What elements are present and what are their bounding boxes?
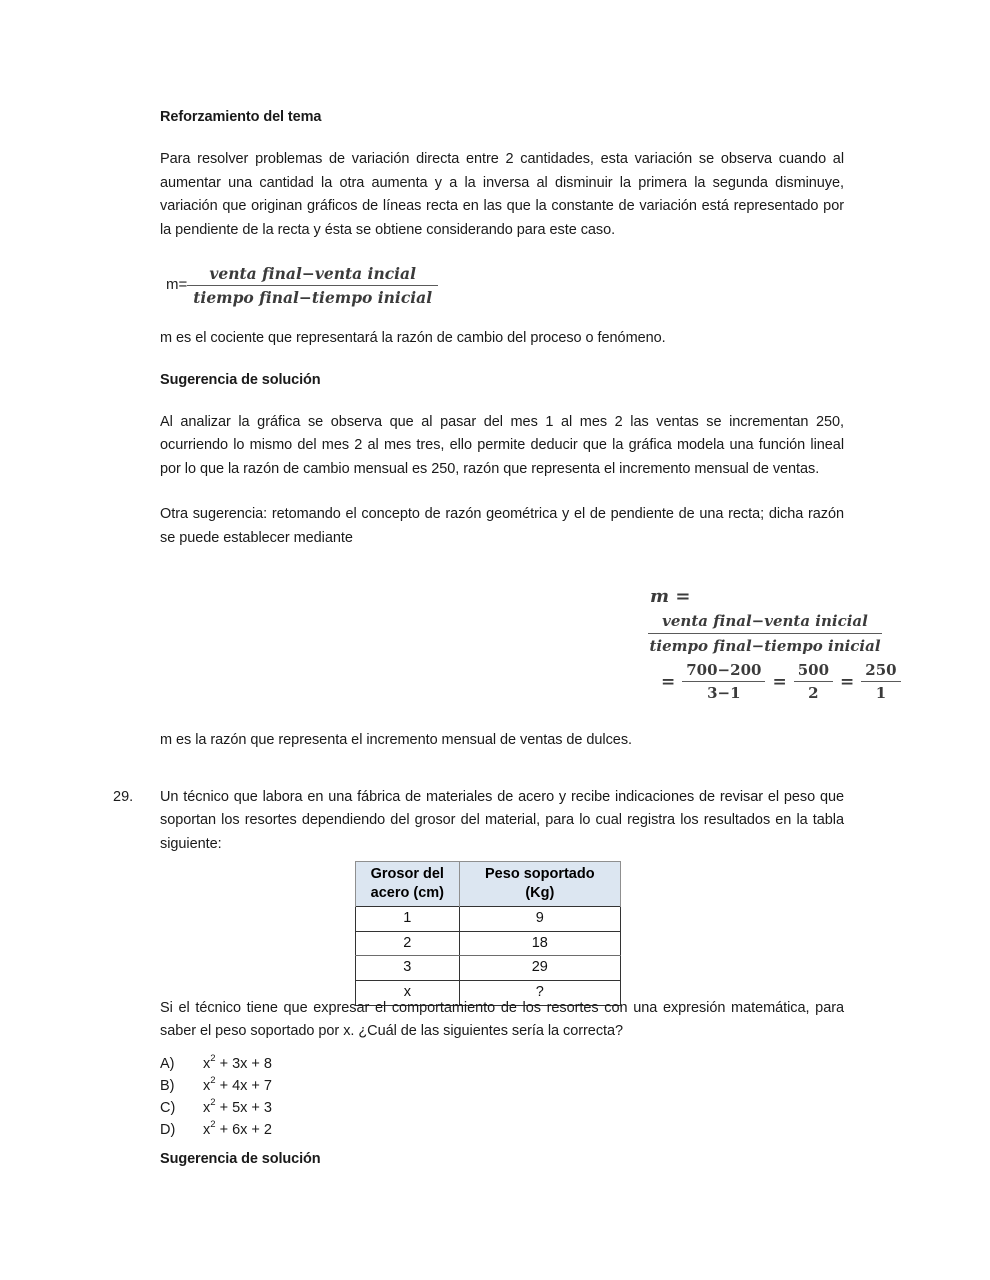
option-d-base: x — [203, 1122, 211, 1139]
option-b[interactable] — [160, 1075, 560, 1097]
option-c[interactable] — [160, 1097, 560, 1119]
formula-2-step-3 — [861, 661, 900, 702]
option-c-rest: + 5x + 3 — [215, 1100, 272, 1117]
solution-paragraph: Al analizar la gráfica se observa que al pasar del mes 1 al mes 2 las ventas se incrementan 250, ocurriendo lo mismo del mes 2 al mes tres, ello permite deducir que la gráfica modela una función lineal por lo que la razón de cambio mensual es 250, razón que representa el incremento mensual de ventas. — [160, 413, 844, 477]
header-grosor-line1: Grosor del — [370, 866, 444, 882]
step-1-denominator: 3−1 — [707, 684, 741, 702]
option-c-expression — [203, 1097, 272, 1119]
results-table-wrapper — [355, 861, 621, 1006]
after-formula-1-text: m es el cociente que representará la razón de cambio del proceso o fenómeno. — [160, 330, 666, 347]
step-3-numerator: 250 — [861, 661, 900, 682]
other-suggestion-paragraph: Otra sugerencia: retomando el concepto de razón geométrica y el de pendiente de una recta; dicha razón se puede establecer mediante — [160, 506, 844, 546]
cell-peso: ? — [459, 980, 620, 1005]
cell-grosor: 1 — [356, 907, 460, 932]
option-d[interactable] — [160, 1119, 560, 1141]
section-heading: Reforzamiento del tema — [160, 109, 322, 125]
equals-sign-3: = — [840, 671, 855, 692]
option-c-exponent: 2 — [210, 1097, 216, 1109]
formula-1-fraction — [187, 264, 438, 307]
formula-2-denominator: tiempo final−tiempo inicial — [649, 637, 881, 655]
formula-2-lhs: m = — [650, 586, 691, 607]
option-d-exponent: 2 — [210, 1119, 216, 1131]
formula-1-lhs: m= — [166, 276, 188, 294]
table-row — [356, 931, 621, 956]
step-2-denominator: 2 — [808, 684, 819, 702]
cell-peso: 18 — [459, 931, 620, 956]
answer-options — [160, 1053, 560, 1141]
option-d-expression — [203, 1119, 272, 1141]
intro-paragraph: Para resolver problemas de variación directa entre 2 cantidades, esta variación se observa cuando al aumentar una cantidad la otra aumenta y a la inversa al disminuir la primera la segunda disminuye, variación que originan gráficos de líneas recta en las que la constante de variación está representado por la pendiente de la recta y ésta se obtiene considerando para este caso. — [160, 151, 844, 238]
header-peso-line1: Peso soportado — [485, 866, 595, 882]
table-header-peso — [459, 862, 620, 907]
question-prompt: Si el técnico tiene que expresar el comportamiento de los resortes con una expresión matemática, para saber el peso soportado por x. ¿Cuál de las siguientes sería la correcta? — [160, 1000, 844, 1040]
step-3-denominator: 1 — [875, 684, 887, 702]
cell-grosor: 2 — [356, 931, 460, 956]
formula-2-fraction — [648, 612, 882, 655]
cell-grosor: 3 — [356, 956, 460, 981]
equals-sign-2: = — [772, 671, 787, 692]
results-table — [355, 861, 621, 1006]
table-header-row — [356, 862, 621, 907]
footer-solution-heading: Sugerencia de solución — [160, 1151, 321, 1167]
option-a[interactable] — [160, 1053, 560, 1075]
table-row — [356, 956, 621, 981]
option-a-rest: + 3x + 8 — [215, 1056, 272, 1072]
question-number: 29. — [113, 789, 134, 805]
option-b-exponent: 2 — [210, 1075, 216, 1087]
option-b-expression — [203, 1075, 272, 1097]
formula-2-step-2 — [794, 661, 833, 702]
option-d-rest: + 6x + 2 — [215, 1122, 272, 1139]
equals-sign-1: = — [661, 671, 676, 692]
cell-peso: 9 — [459, 907, 620, 932]
step-1-numerator: 700−200 — [682, 661, 765, 682]
question-29 — [113, 786, 844, 856]
step-2-numerator: 500 — [794, 661, 833, 682]
cell-peso: 29 — [459, 956, 620, 981]
option-a-label: A) — [160, 1056, 175, 1072]
option-b-rest: + 4x + 7 — [215, 1078, 272, 1095]
solution-heading: Sugerencia de solución — [160, 371, 321, 388]
cell-grosor: x — [356, 980, 460, 1005]
option-c-base: x — [203, 1100, 211, 1117]
table-header-grosor — [356, 862, 460, 907]
option-a-exponent: 2 — [210, 1053, 216, 1065]
option-c-label: C) — [160, 1100, 176, 1117]
document-content — [160, 108, 844, 572]
option-b-label: B) — [160, 1078, 175, 1095]
header-grosor-line2: acero (cm) — [370, 885, 444, 902]
option-a-base: x — [203, 1056, 211, 1072]
option-d-label: D) — [160, 1122, 176, 1139]
after-formula-2-text: m es la razón que representa el incremento mensual de ventas de dulces. — [160, 732, 632, 748]
formula-1-numerator: venta final−venta incial — [187, 264, 438, 286]
formula-1-denominator: tiempo final−tiempo inicial — [193, 288, 433, 308]
slope-formula-2 — [648, 586, 908, 702]
option-a-expression — [203, 1053, 272, 1075]
formula-2-step-1 — [682, 661, 765, 702]
question-stem: Un técnico que labora en una fábrica de materiales de acero y recibe indicaciones de revisar el peso que soportan los resortes dependiendo del grosor del material, para lo cual registra los resultados en la tabla siguiente: — [160, 789, 844, 852]
formula-2-numerator: venta final−venta inicial — [648, 612, 882, 634]
header-peso-line2: (Kg) — [525, 885, 555, 902]
table-row — [356, 907, 621, 932]
slope-formula-1 — [166, 264, 844, 307]
option-b-base: x — [203, 1078, 211, 1095]
formula-2-evaluation — [654, 661, 908, 702]
